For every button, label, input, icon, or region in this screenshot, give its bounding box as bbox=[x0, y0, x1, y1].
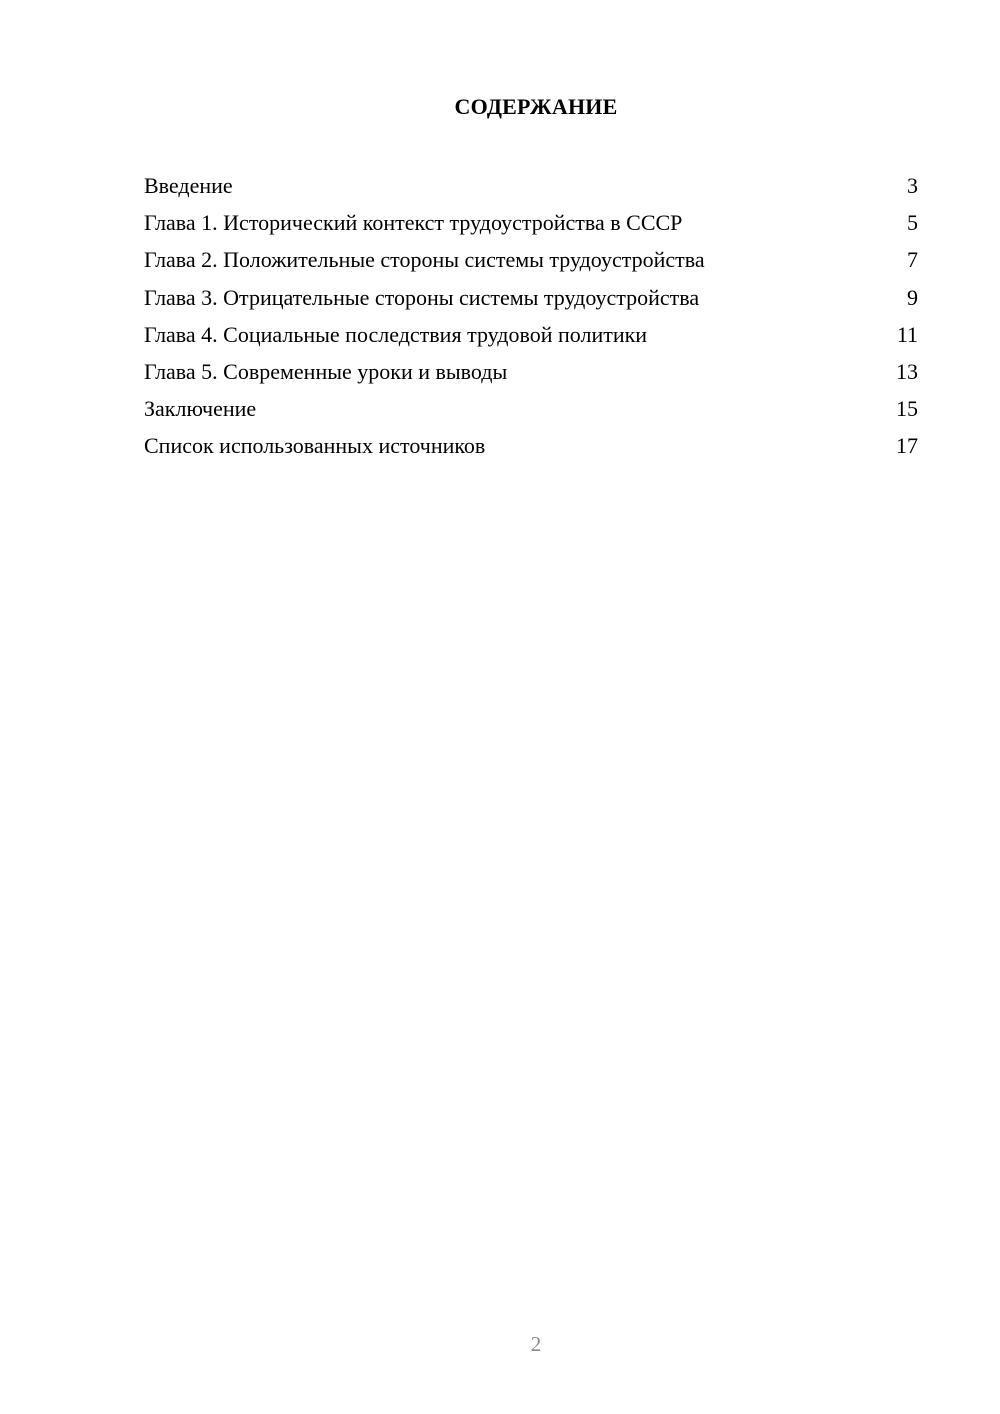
toc-entry-page: 17 bbox=[896, 433, 918, 459]
toc-entry-text: Глава 3. Отрицательные стороны системы трудоустройства bbox=[144, 284, 700, 310]
toc-entry-chapter-4 bbox=[144, 316, 918, 353]
toc-entry-page: 3 bbox=[907, 173, 918, 198]
toc-entry-introduction bbox=[144, 167, 918, 204]
toc-entry-page: 15 bbox=[896, 396, 918, 422]
toc-entry-text: Введение bbox=[144, 173, 233, 198]
toc-entry-page: 9 bbox=[907, 284, 918, 310]
toc-entry-text: Глава 2. Положительные стороны системы трудоустройства bbox=[144, 247, 705, 273]
toc-entry-page: 5 bbox=[907, 210, 918, 236]
toc-entry-conclusion bbox=[144, 390, 918, 427]
toc-entry-text: Список использованных источников bbox=[144, 433, 486, 459]
table-of-contents bbox=[144, 167, 918, 465]
toc-entry-page: 7 bbox=[907, 247, 918, 273]
page-number: 2 bbox=[530, 1332, 542, 1356]
toc-entry-text: Глава 1. Исторический контекст трудоустройства в СССР bbox=[144, 210, 683, 236]
toc-entry-references bbox=[144, 427, 918, 464]
toc-entry-chapter-3 bbox=[144, 279, 918, 316]
toc-title: СОДЕРЖАНИЕ bbox=[454, 94, 618, 119]
toc-entry-page: 11 bbox=[896, 321, 918, 347]
toc-entry-chapter-1 bbox=[144, 204, 918, 241]
toc-entry-text: Глава 5. Современные уроки и выводы bbox=[144, 358, 508, 384]
toc-entry-chapter-2 bbox=[144, 241, 918, 278]
toc-entry-text: Глава 4. Социальные последствия трудовой политики bbox=[144, 321, 648, 347]
toc-entry-page: 13 bbox=[896, 358, 918, 384]
toc-entry-chapter-5 bbox=[144, 353, 918, 390]
toc-entry-text: Заключение bbox=[144, 396, 257, 422]
